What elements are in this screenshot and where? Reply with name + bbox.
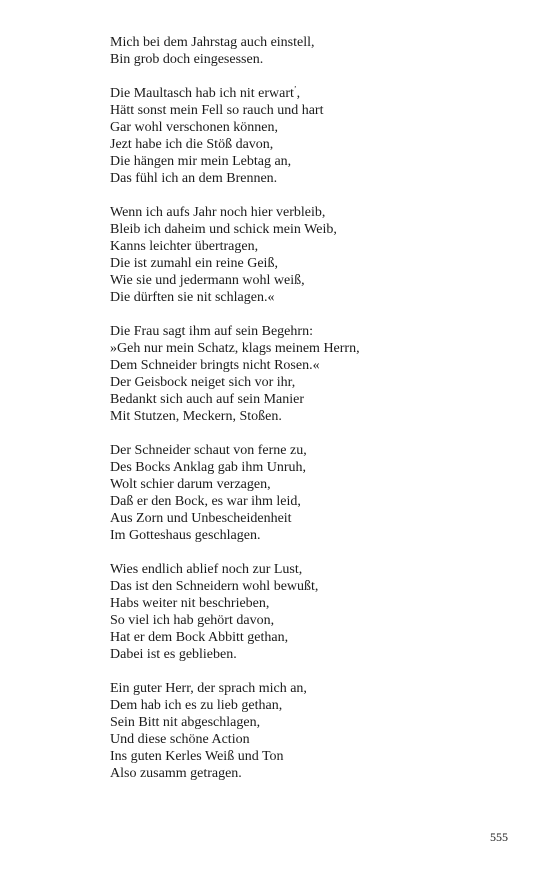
poem-line: Sein Bitt nit abgeschlagen, xyxy=(110,715,261,730)
poem-line: Hätt sonst mein Fell so rauch und hart xyxy=(110,103,324,118)
poem-line: So viel ich hab gehört davon, xyxy=(110,613,275,628)
poem-line: Also zusamm getragen. xyxy=(110,766,242,781)
poem-line: Im Gotteshaus geschlagen. xyxy=(110,528,261,543)
poem-line: Mit Stutzen, Meckern, Stoßen. xyxy=(110,409,282,424)
poem-line: Kanns leichter übertragen, xyxy=(110,239,259,254)
poem-line: Gar wohl verschonen können, xyxy=(110,120,278,135)
stanza-1 xyxy=(110,34,510,68)
poem-line: Die hängen mir mein Lebtag an, xyxy=(110,154,292,169)
poem-line: Wie sie und jedermann wohl weiß, xyxy=(110,273,305,288)
footnote-mark: ’ xyxy=(293,84,297,94)
stanza-5 xyxy=(110,442,510,544)
poem-line: Bin grob doch eingesessen. xyxy=(110,52,264,67)
poem-line: Die Frau sagt ihm auf sein Begehrn: xyxy=(110,324,313,339)
poem-line: Die ist zumahl ein reine Geiß, xyxy=(110,256,278,271)
poem-line: Hat er dem Bock Abbitt gethan, xyxy=(110,630,289,645)
poem-line: Dabei ist es geblieben. xyxy=(110,647,237,662)
poem-body xyxy=(110,34,510,799)
stanza-7 xyxy=(110,680,510,782)
poem-line-punctuation: , xyxy=(296,86,301,101)
poem-line: Der Geisbock neiget sich vor ihr, xyxy=(110,375,296,390)
poem-line: Wolt schier darum verzagen, xyxy=(110,477,271,492)
poem-line: Dem Schneider bringts nicht Rosen.« xyxy=(110,358,320,373)
poem-line: Der Schneider schaut von ferne zu, xyxy=(110,443,307,458)
poem-line: Bedankt sich auch auf sein Manier xyxy=(110,392,304,407)
stanza-2 xyxy=(110,85,510,187)
poem-line: Dem hab ich es zu lieb gethan, xyxy=(110,698,283,713)
poem-line: Jezt habe ich die Stöß davon, xyxy=(110,137,274,152)
poem-line: Wies endlich ablief noch zur Lust, xyxy=(110,562,303,577)
poem-line: Bleib ich daheim und schick mein Weib, xyxy=(110,222,337,237)
poem-line: Wenn ich aufs Jahr noch hier verbleib, xyxy=(110,205,326,220)
poem-line xyxy=(110,85,510,102)
poem-line: Aus Zorn und Unbescheidenheit xyxy=(110,511,292,526)
poem-line: »Geh nur mein Schatz, klags meinem Herrn, xyxy=(110,341,360,356)
poem-line: Und diese schöne Action xyxy=(110,732,250,747)
poem-line: Habs weiter nit beschrieben, xyxy=(110,596,270,611)
poem-line: Des Bocks Anklag gab ihm Unruh, xyxy=(110,460,306,475)
poem-line: Daß er den Bock, es war ihm leid, xyxy=(110,494,301,509)
page-number: 555 xyxy=(490,830,508,844)
stanza-6 xyxy=(110,561,510,663)
stanza-3 xyxy=(110,204,510,306)
poem-line: Ins guten Kerles Weiß und Ton xyxy=(110,749,284,764)
poem-line-text: Die Maultasch hab ich nit erwart xyxy=(110,86,294,101)
poem-line: Mich bei dem Jahrstag auch einstell, xyxy=(110,35,315,50)
poem-line: Ein guter Herr, der sprach mich an, xyxy=(110,681,307,696)
poem-line: Das fühl ich an dem Brennen. xyxy=(110,171,278,186)
poem-line: Das ist den Schneidern wohl bewußt, xyxy=(110,579,319,594)
stanza-4 xyxy=(110,323,510,425)
poem-line: Die dürften sie nit schlagen.« xyxy=(110,290,275,305)
